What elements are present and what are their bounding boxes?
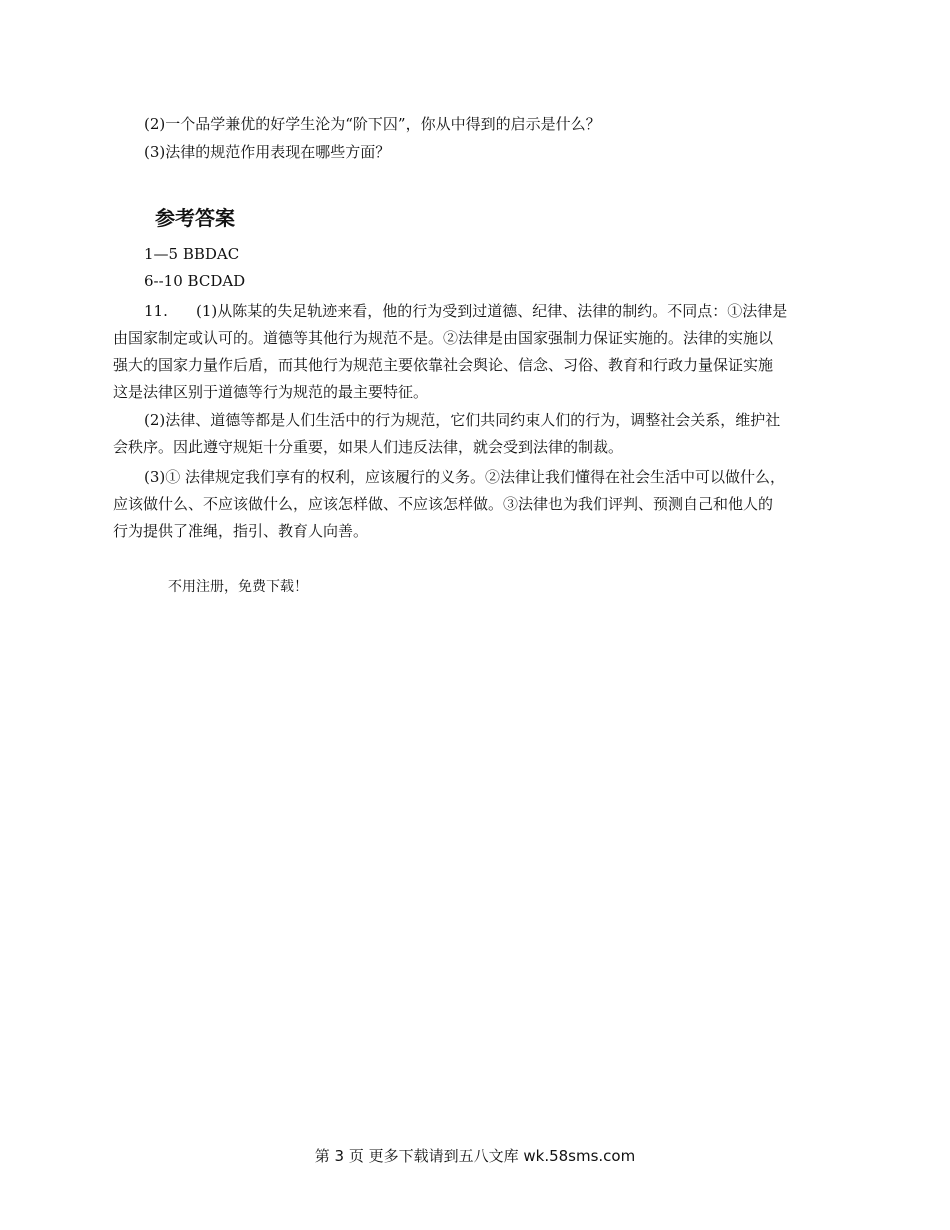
answer-11-part2-line: 会秩序。因此遵守规矩十分重要，如果人们违反法律，就会受到法律的制裁。 — [113, 438, 624, 456]
answer-range-1-5: 1—5 BBDAC — [144, 245, 240, 263]
answer-11-part2-line: (2)法律、道德等都是人们生活中的行为规范，它们共同约束人们的行为，调整社会关系，维护社 — [144, 411, 781, 429]
download-note: 不用注册，免费下载！ — [168, 579, 308, 595]
answer-11-part1-line: 强大的国家力量作后盾，而其他行为规范主要依靠社会舆论、信念、习俗、教育和行政力量保证实施 — [113, 356, 774, 374]
answer-11-part1-line: 由国家制定或认可的。道德等其他行为规范不是。②法律是由国家强制力保证实施的。法律的实施以 — [113, 329, 774, 347]
answer-range-6-10: 6--10 BCDAD — [144, 272, 246, 290]
answer-11-part1-line: 这是法律区别于道德等行为规范的最主要特征。 — [113, 383, 429, 401]
page-footer: 第 3 页 更多下载请到五八文库 wk.58sms.com — [314, 1147, 636, 1165]
answer-11-number: 11. — [144, 302, 168, 320]
answer-11-part3-line: 行为提供了准绳，指引、教育人向善。 — [113, 522, 369, 540]
answers-heading: 参考答案 — [155, 206, 235, 230]
question-2: (2)一个品学兼优的好学生沦为“阶下囚”，你从中得到的启示是什么？ — [144, 115, 601, 133]
question-3: (3)法律的规范作用表现在哪些方面？ — [144, 143, 391, 161]
answer-11-part3-line: (3)① 法律规定我们享有的权利，应该履行的义务。②法律让我们懂得在社会生活中可以做什么， — [144, 468, 786, 486]
answer-11-part3-line: 应该做什么、不应该做什么，应该怎样做、不应该怎样做。③法律也为我们评判、预测自己和他人的 — [113, 495, 774, 513]
answer-11-part1-line: (1)从陈某的失足轨迹来看，他的行为受到过道德、纪律、法律的制约。不同点：①法律是 — [196, 302, 788, 320]
